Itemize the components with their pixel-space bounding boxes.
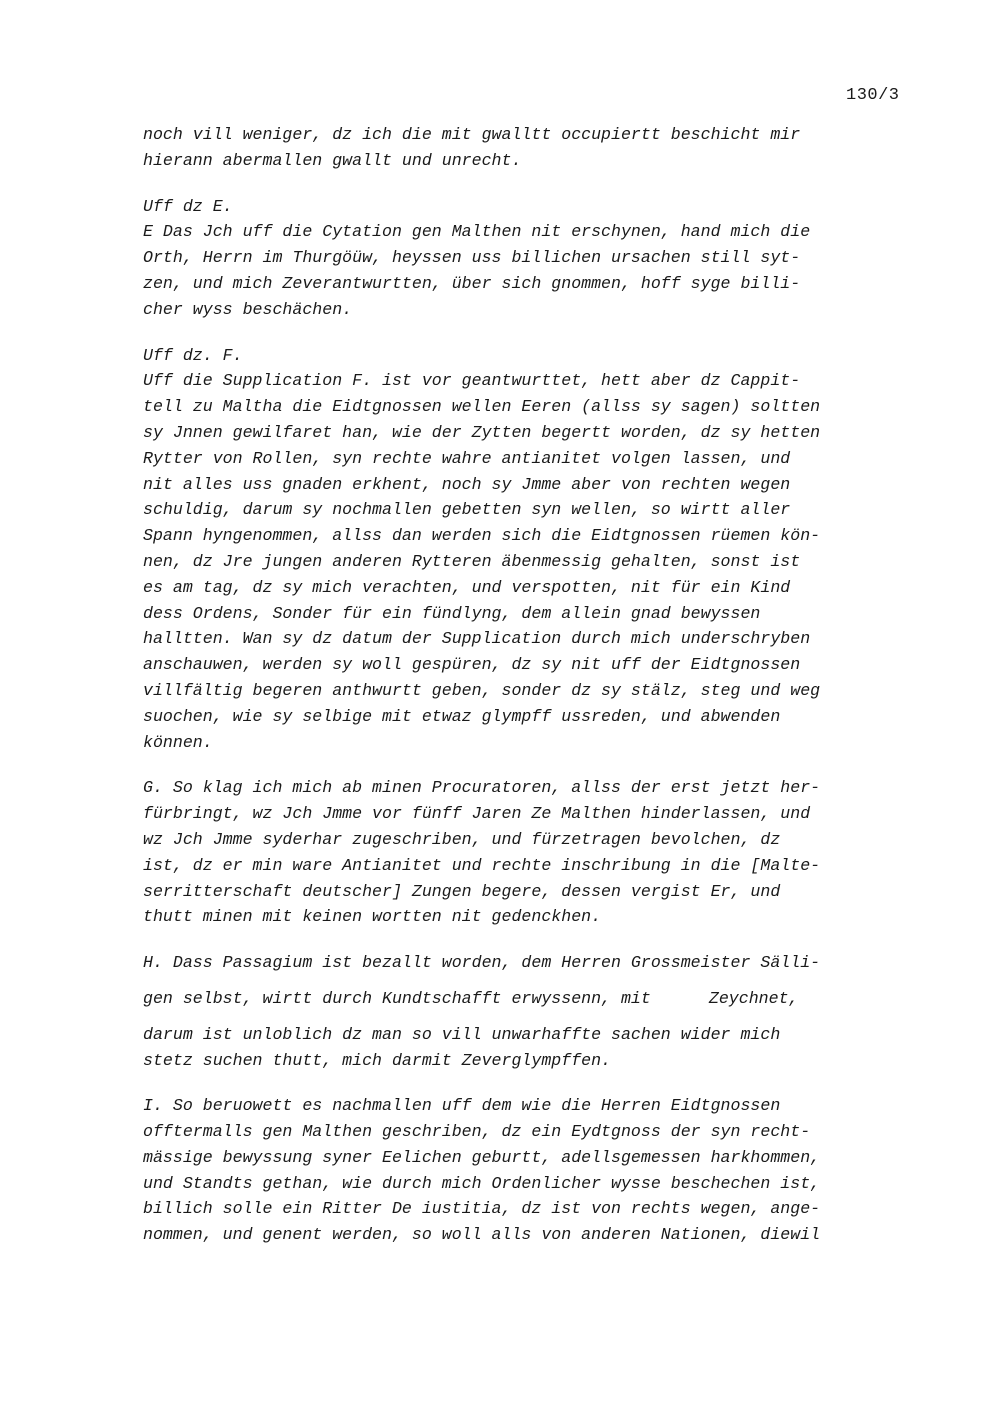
text-line: fürbringt, wz Jch Jmme vor fünff Jaren Ze Malthen hinderlassen, und (143, 804, 811, 824)
paragraph-section-h (143, 950, 913, 1073)
text-line: zen, und mich Zeverantwurtten, über sich gnommen, hoff syge billi- (143, 273, 801, 293)
text-line: Spann hyngenommen, allss dan werden sich die Eidtgnossen rüemen kön- (143, 526, 821, 546)
text-line: sy Jnnen gewilfaret han, wie der Zytten begertt worden, dz sy hetten (143, 422, 821, 442)
text-line: darum ist unloblich dz man so vill unwarhaffte sachen wider mich (143, 1024, 781, 1044)
paragraph-section-i (143, 1093, 913, 1248)
paragraph-section-e (143, 194, 913, 323)
text-line: E Das Jch uff die Cytation gen Malthen nit erschynen, hand mich die (143, 222, 811, 242)
text-line: noch vill weniger, dz ich die mit gwalltt occupiertt beschicht mir (143, 125, 801, 144)
text-line: suochen, wie sy selbige mit etwaz glympff ussreden, und abwenden (143, 706, 781, 726)
text-line: anschauwen, werden sy woll gespüren, dz sy nit uff der Eidtgnossen (143, 655, 801, 675)
text-fragment: gen selbst, wirtt durch Kundtschafft erwyssenn, mit (143, 988, 651, 1008)
text-line: nit alles uss gnaden erkhent, noch sy Jmme aber von rechten wegen (143, 474, 791, 494)
text-line: mässige bewyssung syner Eelichen geburtt, adellsgemessen harkhommen, (143, 1147, 821, 1167)
document-body (143, 122, 913, 1268)
text-line: I. So beruowett es nachmallen uff dem wie die Herren Eidtgnossen (143, 1096, 781, 1116)
text-line: halltten. Wan sy dz datum der Supplication durch mich underschryben (143, 629, 811, 649)
text-line: H. Dass Passagium ist bezallt worden, dem Herren Grossmeister Sälli- (143, 953, 821, 973)
text-line: offtermalls gen Malthen geschriben, dz ein Eydtgnoss der syn recht- (143, 1122, 811, 1142)
text-line: serritterschaft deutscher] Zungen begere, dessen vergist Er, und (143, 881, 781, 901)
text-fragment: Zeychnet, (708, 988, 799, 1008)
text-line: nen, dz Jre jungen anderen Rytteren äbenmessig gehalten, sonst ist (143, 551, 801, 571)
section-heading: Uff dz. F. (143, 345, 243, 365)
text-line: tell zu Maltha die Eidtgnossen wellen Eeren (allss sy sagen) soltten (143, 397, 821, 417)
text-line: nommen, und genent werden, so woll alls von anderen Nationen, diewil (143, 1225, 821, 1245)
text-line (143, 986, 913, 1012)
text-line: Rytter von Rollen, syn rechte wahre antianitet volgen lassen, und (143, 448, 791, 468)
text-line: cher wyss beschächen. (143, 299, 353, 319)
section-heading: Uff dz E. (143, 196, 233, 216)
text-line: thutt minen mit keinen wortten nit gedenckhen. (143, 907, 602, 927)
text-line: stetz suchen thutt, mich darmit Zeverglympffen. (143, 1050, 612, 1070)
text-line: villfältig begeren anthwurtt geben, sonder dz sy stälz, steg und weg (143, 680, 821, 700)
text-line: G. So klag ich mich ab minen Procuratoren, allss der erst jetzt her- (143, 778, 821, 798)
text-line: können. (143, 732, 213, 752)
text-line: Orth, Herrn im Thurgöüw, heyssen uss billichen ursachen still syt- (143, 248, 801, 268)
text-line: schuldig, darum sy nochmallen gebetten syn wellen, so wirtt aller (143, 500, 791, 520)
text-line: billich solle ein Ritter De iustitia, dz ist von rechts wegen, ange- (143, 1199, 821, 1219)
text-line: und Standts gethan, wie durch mich Ordenlicher wysse beschechen ist, (143, 1173, 821, 1193)
text-line: dess Ordens, Sonder für ein fündlyng, dem allein gnad bewyssen (143, 603, 761, 623)
text-line: es am tag, dz sy mich verachten, und verspotten, nit für ein Kind (143, 577, 791, 597)
page-number: 130/3 (846, 86, 900, 105)
text-line: Uff die Supplication F. ist vor geantwurttet, hett aber dz Cappit- (143, 371, 801, 391)
text-line: hierann abermallen gwallt und unrecht. (143, 150, 522, 170)
paragraph-section-g (143, 775, 913, 930)
text-line: wz Jch Jmme syderhar zugeschriben, und fürzetragen bevolchen, dz (143, 829, 781, 849)
paragraph-continuation (143, 122, 913, 174)
paragraph-section-f (143, 343, 913, 756)
text-line: ist, dz er min ware Antianitet und rechte inschribung in die [Malte- (143, 855, 821, 875)
